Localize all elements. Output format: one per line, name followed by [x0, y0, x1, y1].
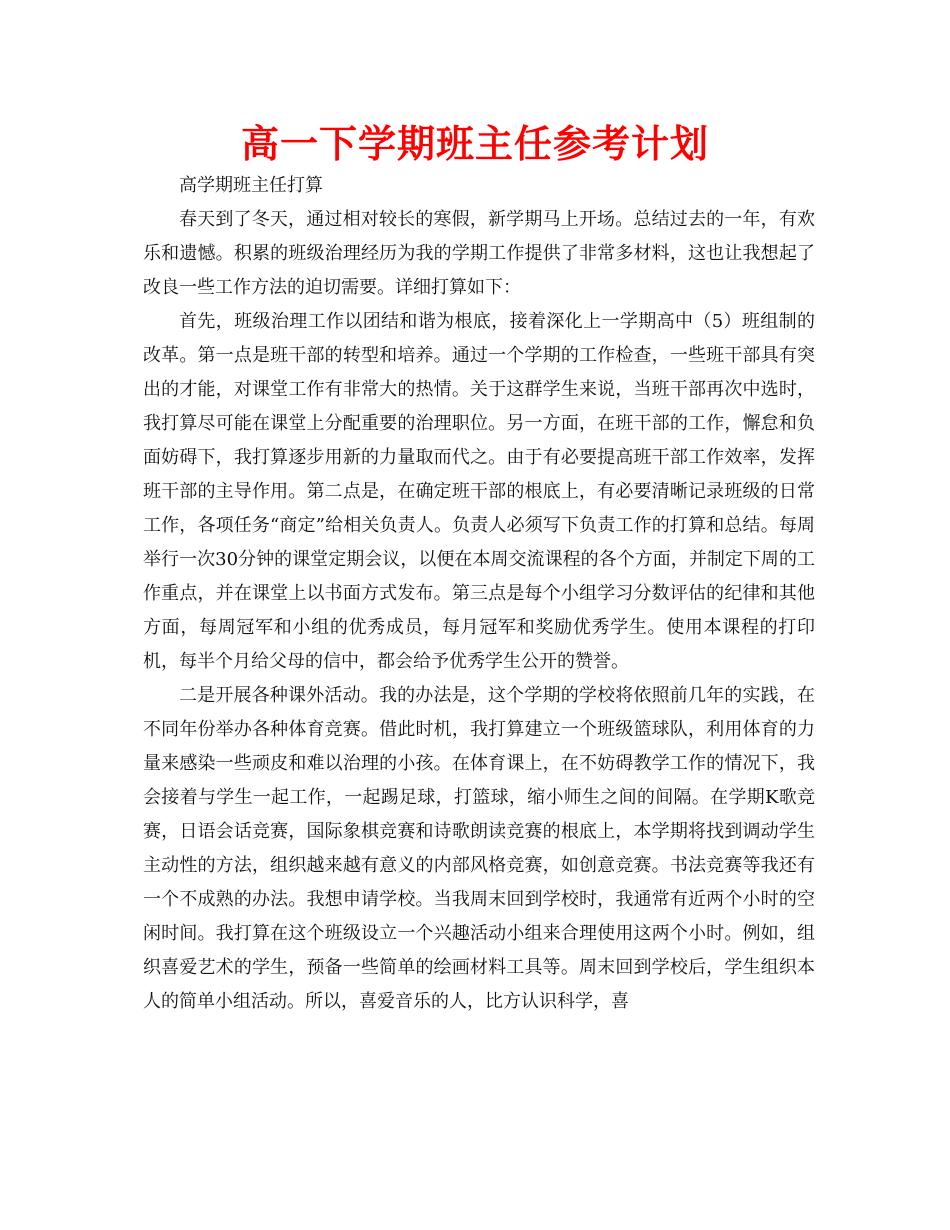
paragraph-intro: 春天到了冬天，通过相对较长的寒假，新学期马上开场。总结过去的一年，有欢乐和遗憾。积累的班级治理经历为我的学期工作提供了非常多材料，这也让我想起了改良一些工作方法的迫切需要。详细打算如下： [143, 209, 815, 298]
document-subtitle: 高学期班主任打算 [179, 175, 323, 196]
paragraph-class-management: 首先，班级治理工作以团结和谐为根底，接着深化上一学期高中（5）班组制的改革。第一点是班干部的转型和培养。通过一个学期的工作检查，一些班干部具有突出的才能，对课堂工作有非常大的热情。关于这群学生来说，当班干部再次中选时，我打算尽可能在课堂上分配重要的治理职位。另一方面，在班干部的工作，懈怠和负面妨碍下，我打算逐步用新的力量取而代之。由于有必要提高班干部工作效率，发挥班干部的主导作用。第二点是，在确定班干部的根底上，有必要清晰记录班级的日常工作，各项任务“商定”给相关负责人。负责人必须写下负责工作的打算和总结。每周举行一次30分钟的课堂定期会议，以便在本周交流课程的各个方面，并制定下周的工作重点，并在课堂上以书面方式发布。第三点是每个小组学习分数评估的纪律和其他方面，每周冠军和小组的优秀成员，每月冠军和奖励优秀学生。使用本课程的打印机，每半个月给父母的信中，都会给予优秀学生公开的赞誉。 [143, 311, 815, 672]
paragraph-extracurricular: 二是开展各种课外活动。我的办法是，这个学期的学校将依照前几年的实践，在不同年份举办各种体育竞赛。借此时机，我打算建立一个班级篮球队，利用体育的力量来感染一些顽皮和难以治理的小孩。在体育课上，在不妨碍教学工作的情况下，我会接着与学生一起工作，一起踢足球，打篮球，缩小师生之间的间隔。在学期K歌竞赛，日语会话竞赛，国际象棋竞赛和诗歌朗读竞赛的根底上，本学期将找到调动学生主动性的方法，组织越来越有意义的内部风格竞赛，如创意竞赛。书法竞赛等我还有一个不成熟的办法。我想申请学校。当我周末回到学校时，我通常有近两个小时的空闲时间。我打算在这个班级设立一个兴趣活动小组来合理使用这两个小时。例如，组织喜爱艺术的学生，预备一些简单的绘画材料工具等。周末回到学校后，学生组织本人的简单小组活动。所以，喜爱音乐的人，比方认识科学，喜 [143, 685, 815, 1012]
document-body [143, 169, 815, 1019]
document-title: 高一下学期班主任参考计划 [240, 122, 709, 166]
